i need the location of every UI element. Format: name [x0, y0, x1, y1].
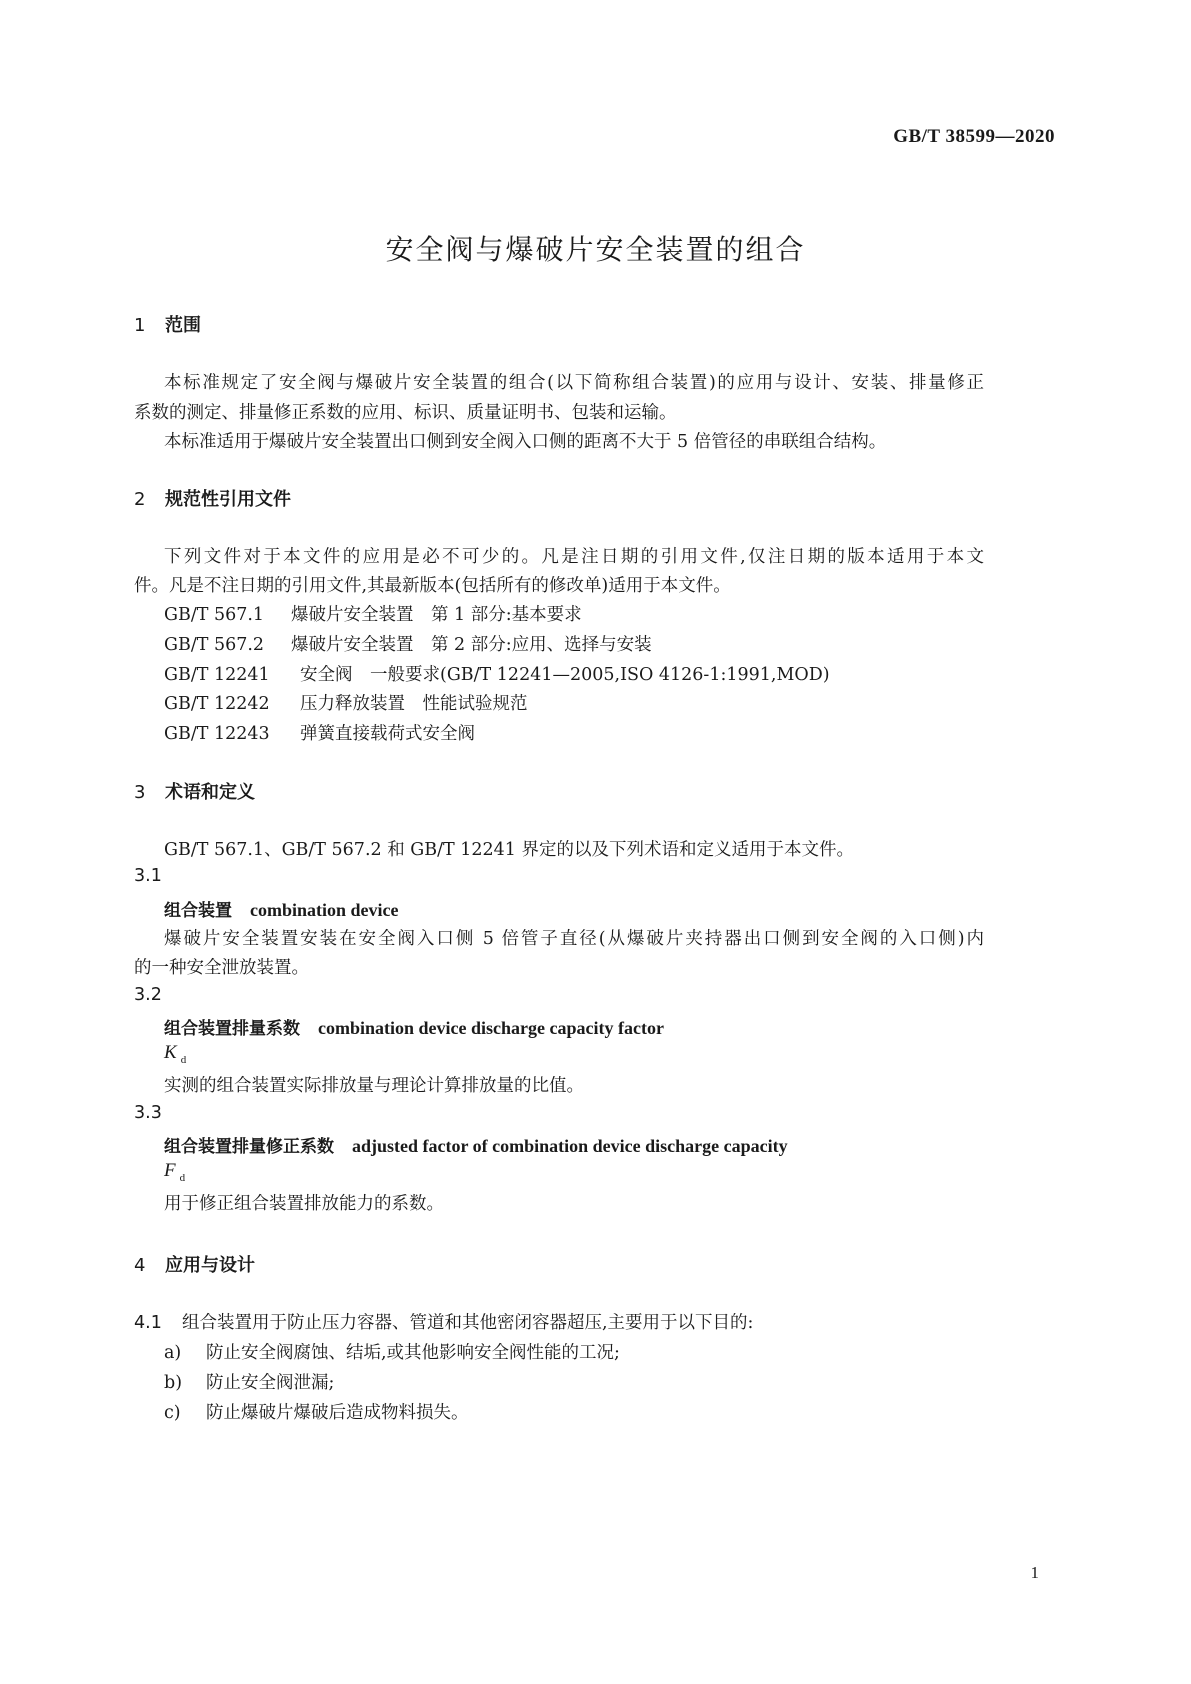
list-item	[164, 1369, 334, 1394]
reference-code: GB/T 12241	[164, 665, 270, 685]
term-en: combination device	[250, 900, 399, 920]
list-item	[164, 1399, 469, 1424]
reference-title: 安全阀 一般要求(GB/T 12241—2005,ISO 4126-1:1991,MOD)	[300, 665, 830, 685]
term-zh: 组合装置排量修正系数	[164, 1137, 334, 1157]
reference-item	[164, 720, 475, 745]
reference-item	[164, 601, 582, 626]
clause-number: 3.2	[134, 985, 162, 1005]
section-3-heading	[134, 778, 255, 804]
section-number: 1	[134, 315, 146, 336]
reference-item	[164, 661, 830, 686]
list-marker: b)	[164, 1373, 183, 1393]
symbol-subscript: d	[180, 1053, 187, 1066]
term-symbol	[164, 1042, 186, 1066]
section-4-heading	[134, 1251, 255, 1277]
reference-item	[164, 631, 652, 656]
term-en: combination device discharge capacity factor	[318, 1018, 664, 1038]
symbol-letter: K	[164, 1042, 177, 1063]
definition-line: 实测的组合装置实际排放量与理论计算排放量的比值。	[164, 1076, 584, 1096]
clause-number: 4.1	[134, 1313, 162, 1333]
term-zh: 组合装置	[164, 901, 232, 921]
page-number: 1	[1030, 1563, 1039, 1582]
reference-title: 压力释放装置 性能试验规范	[300, 694, 528, 714]
list-text: 防止爆破片爆破后造成物料损失。	[206, 1403, 469, 1423]
section-title: 规范性引用文件	[165, 489, 291, 510]
list-text: 防止安全阀泄漏;	[206, 1373, 335, 1393]
clause-number: 3.3	[134, 1103, 162, 1123]
document-title: 安全阀与爆破片安全装置的组合	[385, 233, 806, 266]
paragraph-line: 件。凡是不注日期的引用文件,其最新版本(包括所有的修改单)适用于本文件。	[134, 576, 731, 596]
reference-title: 弹簧直接载荷式安全阀	[300, 724, 475, 744]
symbol-subscript: d	[179, 1171, 186, 1184]
paragraph-line: 系数的测定、排量修正系数的应用、标识、质量证明书、包装和运输。	[134, 403, 677, 423]
paragraph: GB/T 567.1、GB/T 567.2 和 GB/T 12241 界定的以及下列术语和定义适用于本文件。	[164, 840, 854, 860]
term-entry	[164, 1014, 664, 1039]
paragraph: 本标准适用于爆破片安全装置出口侧到安全阀入口侧的距离不大于 5 倍管径的串联组合结构。	[164, 432, 887, 452]
section-title: 范围	[165, 315, 201, 336]
section-2-heading	[134, 485, 291, 511]
symbol-letter: F	[164, 1160, 176, 1181]
section-title: 应用与设计	[165, 1255, 255, 1276]
list-marker: c)	[164, 1403, 181, 1423]
paragraph-line: 下列文件对于本文件的应用是必不可少的。凡是注日期的引用文件,仅注日期的版本适用于本文	[164, 547, 984, 567]
reference-title: 爆破片安全装置 第 2 部分:应用、选择与安装	[291, 635, 652, 655]
term-entry	[164, 896, 399, 921]
reference-code: GB/T 567.2	[164, 635, 265, 655]
clause-4-1	[134, 1309, 753, 1334]
list-item	[164, 1339, 620, 1364]
definition-line: 爆破片安全装置安装在安全阀入口侧 5 倍管子直径(从爆破片夹持器出口侧到安全阀的入口侧)内	[164, 929, 984, 949]
term-zh: 组合装置排量系数	[164, 1019, 300, 1039]
term-entry	[164, 1132, 788, 1157]
list-text: 防止安全阀腐蚀、结垢,或其他影响安全阀性能的工况;	[206, 1343, 620, 1363]
term-symbol	[164, 1160, 185, 1184]
reference-code: GB/T 12242	[164, 694, 270, 714]
reference-code: GB/T 12243	[164, 724, 270, 744]
reference-code: GB/T 567.1	[164, 605, 265, 625]
section-number: 4	[134, 1255, 146, 1276]
list-marker: a)	[164, 1343, 182, 1363]
reference-title: 爆破片安全装置 第 1 部分:基本要求	[291, 605, 582, 625]
section-title: 术语和定义	[165, 782, 255, 803]
definition-line: 的一种安全泄放装置。	[134, 958, 309, 978]
clause-number: 3.1	[134, 866, 162, 886]
section-number: 3	[134, 782, 146, 803]
reference-item	[164, 690, 528, 715]
paragraph-line: 本标准规定了安全阀与爆破片安全装置的组合(以下简称组合装置)的应用与设计、安装、排量修正	[164, 373, 984, 393]
clause-text: 组合装置用于防止压力容器、管道和其他密闭容器超压,主要用于以下目的:	[182, 1313, 754, 1333]
definition-line: 用于修正组合装置排放能力的系数。	[164, 1194, 444, 1214]
section-1-heading	[134, 311, 201, 337]
term-en: adjusted factor of combination device discharge capacity	[352, 1136, 788, 1156]
section-number: 2	[134, 489, 146, 510]
document-code: GB/T 38599—2020	[893, 126, 1055, 147]
